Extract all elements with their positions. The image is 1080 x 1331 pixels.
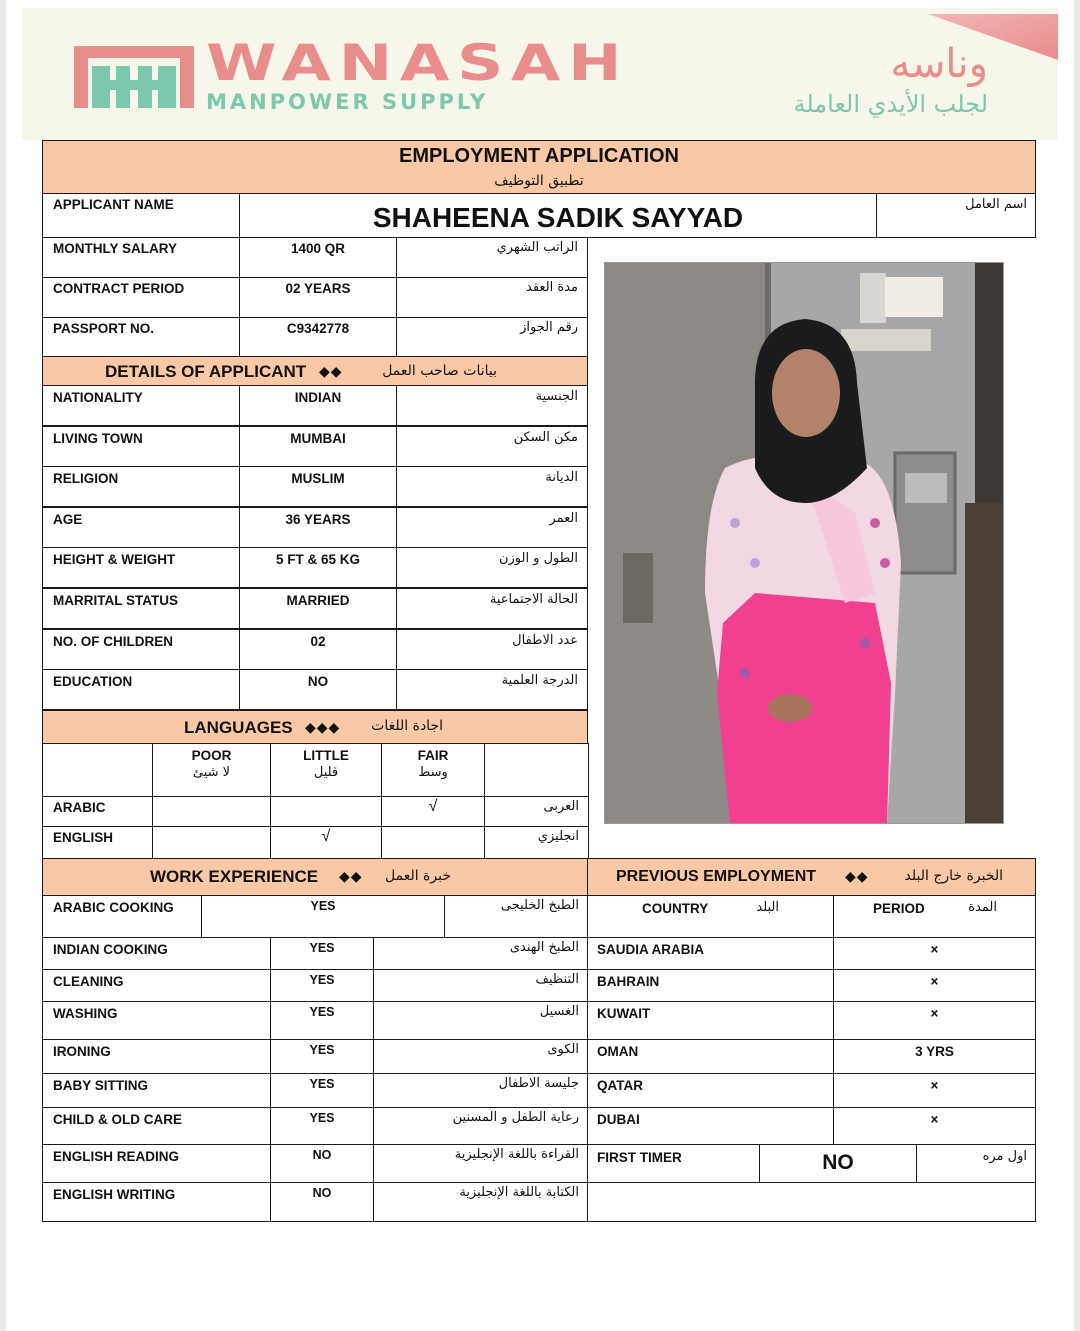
languages-section-title-arabic: اجادة اللغات	[371, 718, 443, 734]
language-level-label: POOR	[191, 748, 232, 763]
skill-value-cell	[270, 1073, 374, 1108]
previous-employment-section-header	[587, 858, 1036, 896]
applicant-photo	[604, 262, 1004, 824]
language-row-cell	[152, 796, 271, 827]
language-level-label-arabic: لا شيئ	[192, 765, 231, 780]
country-name: KUWAIT	[597, 1006, 651, 1021]
skill-label-arabic: الطبخ الهندى	[509, 940, 579, 955]
languages-section-header	[42, 710, 588, 744]
field-value-cell	[239, 507, 397, 548]
skill-arabic-cell	[373, 1182, 589, 1222]
period-value: 3 YRS	[915, 1044, 954, 1059]
language-row-cell	[381, 796, 485, 827]
first-timer-value-cell	[759, 1144, 917, 1183]
language-header-cell	[270, 743, 382, 797]
skill-value-cell	[201, 895, 445, 938]
skill-label-cell	[42, 895, 202, 938]
field-label-cell	[42, 547, 240, 588]
field-value: MUMBAI	[290, 430, 346, 446]
field-label-arabic: رقم الجواز	[520, 320, 578, 335]
skill-label-arabic: رعاية الطفل و المسنين	[452, 1110, 579, 1125]
period-header-cell	[833, 895, 1036, 938]
language-row-cell	[270, 826, 382, 859]
skill-label: IRONING	[53, 1044, 111, 1059]
skill-value: YES	[309, 1111, 335, 1125]
field-label-arabic: العمر	[549, 510, 578, 526]
form-title: EMPLOYMENT APPLICATION	[399, 145, 679, 167]
country-cell	[587, 969, 834, 1002]
field-label: AGE	[53, 511, 83, 527]
skill-label-arabic: جليسة الاطفال	[498, 1076, 579, 1091]
field-value-cell	[239, 317, 397, 357]
period-cell	[833, 1039, 1036, 1074]
skill-arabic-cell	[373, 937, 589, 970]
field-arabic-cell	[396, 277, 588, 318]
language-row-cell	[152, 826, 271, 859]
field-label-cell	[42, 466, 240, 507]
skill-label-cell	[42, 1182, 271, 1222]
period-value: ×	[930, 1112, 939, 1127]
field-label-arabic: الديانة	[545, 470, 578, 486]
language-row-cell	[484, 826, 589, 859]
field-label-arabic: الطول و الوزن	[498, 551, 578, 567]
diamond-icon: ◆◆◆	[305, 719, 341, 735]
country-name: DUBAI	[597, 1112, 640, 1127]
skill-arabic-cell	[373, 1039, 589, 1074]
field-arabic-cell	[396, 426, 588, 467]
language-name: ENGLISH	[53, 830, 114, 845]
country-name: SAUDIA ARABIA	[597, 942, 704, 957]
period-value: ×	[930, 974, 939, 989]
skill-value-cell	[270, 969, 374, 1002]
period-header-arabic: المدة	[968, 900, 997, 915]
skill-label-cell	[42, 937, 271, 970]
skill-label: CLEANING	[53, 974, 124, 989]
field-label: MONTHLY SALARY	[53, 241, 178, 256]
skill-label: ARABIC COOKING	[53, 900, 174, 915]
country-cell	[587, 1073, 834, 1108]
previous-employment-section-title-arabic: الخبرة خارج البلد	[904, 868, 1003, 884]
field-value: C9342778	[286, 321, 350, 336]
skill-label-arabic: الكتابة باللغة الإنجليزية	[459, 1185, 579, 1200]
form-title-arabic: تطبيق التوظيف	[494, 173, 584, 189]
country-header-cell	[587, 895, 834, 938]
field-label-cell	[42, 669, 240, 710]
skill-arabic-cell	[373, 1001, 589, 1040]
languages-section-title: LANGUAGES	[184, 718, 293, 737]
field-arabic-cell	[396, 629, 588, 670]
skill-value-cell	[270, 1107, 374, 1145]
field-arabic-cell	[396, 588, 588, 629]
diamond-icon: ◆◆	[319, 363, 343, 379]
field-arabic-cell	[396, 507, 588, 548]
applicant-name: SHAHEENA SADIK SAYYAD	[372, 202, 744, 233]
language-row-cell	[270, 796, 382, 827]
language-header-cell	[484, 743, 589, 797]
field-value-cell	[239, 629, 397, 670]
details-section-header	[42, 356, 588, 386]
language-level-label-arabic: قليل	[313, 765, 339, 780]
skill-value-cell	[270, 1182, 374, 1222]
field-value: 02	[310, 633, 326, 649]
period-value: ×	[930, 1078, 939, 1093]
language-header-cell	[42, 743, 153, 797]
period-cell	[833, 1107, 1036, 1145]
field-value-cell	[239, 466, 397, 507]
applicant-name-label-arabic: اسم العامل	[965, 197, 1027, 212]
skill-arabic-cell	[373, 1073, 589, 1108]
field-arabic-cell	[396, 547, 588, 588]
period-cell	[833, 937, 1036, 970]
field-label-cell	[42, 507, 240, 548]
skill-label: WASHING	[53, 1006, 118, 1021]
brand-name-arabic: وناسه	[890, 41, 988, 87]
skill-value: YES	[309, 973, 335, 987]
field-label: RELIGION	[53, 471, 119, 487]
field-label: NO. OF CHILDREN	[53, 633, 173, 649]
country-cell	[587, 1107, 834, 1145]
skill-label-arabic: الغسيل	[539, 1004, 579, 1019]
language-header-cell	[152, 743, 271, 797]
field-value: 36 YEARS	[285, 511, 351, 527]
applicant-name-arabic-cell	[876, 193, 1036, 238]
field-label-arabic: الدرجة العلمية	[501, 673, 578, 689]
country-name: BAHRAIN	[597, 974, 660, 989]
field-arabic-cell	[396, 466, 588, 507]
skill-arabic-cell	[373, 1144, 589, 1183]
first-timer-arabic-cell	[916, 1144, 1036, 1183]
field-arabic-cell	[396, 669, 588, 710]
field-value-cell	[239, 385, 397, 426]
skill-label-arabic: الكوى	[547, 1042, 579, 1057]
field-value: 02 YEARS	[285, 281, 351, 296]
field-label-arabic: مكن السكن	[513, 429, 578, 445]
period-cell	[833, 1001, 1036, 1040]
skill-value-cell	[270, 1001, 374, 1040]
field-value-cell	[239, 669, 397, 710]
field-arabic-cell	[396, 385, 588, 426]
skill-value-cell	[270, 1039, 374, 1074]
letterhead	[22, 8, 1058, 140]
field-value: INDIAN	[294, 390, 342, 405]
skill-arabic-cell	[444, 895, 589, 938]
country-cell	[587, 1001, 834, 1040]
skill-value-cell	[270, 937, 374, 970]
language-name: ARABIC	[53, 800, 106, 815]
language-level-label-arabic: وسط	[418, 765, 448, 780]
brand-subtitle: MANPOWER SUPPLY	[206, 90, 489, 114]
field-value: MUSLIM	[291, 471, 345, 487]
blank-cell	[587, 1182, 1036, 1222]
skill-label-cell	[42, 1107, 271, 1145]
check-mark-icon: √	[428, 798, 438, 815]
skill-value: NO	[312, 1148, 332, 1162]
skill-label-cell	[42, 969, 271, 1002]
first-timer-label-cell	[587, 1144, 760, 1183]
field-value-cell	[239, 547, 397, 588]
field-label: MARRITAL STATUS	[53, 593, 178, 608]
field-label-arabic: الحالة الاجتماعية	[489, 592, 578, 607]
period-cell	[833, 1073, 1036, 1108]
country-name: OMAN	[597, 1044, 639, 1059]
details-section-title-arabic: بيانات صاحب العمل	[382, 363, 497, 379]
field-label-cell	[42, 426, 240, 467]
period-value: ×	[930, 942, 939, 957]
country-name: QATAR	[597, 1078, 643, 1093]
field-value: 1400 QR	[290, 241, 346, 256]
skill-value: YES	[309, 1005, 335, 1019]
field-label: HEIGHT & WEIGHT	[53, 552, 176, 568]
logo-mark-icon	[74, 46, 194, 108]
country-header: COUNTRY	[642, 901, 709, 916]
language-row-cell	[42, 796, 153, 827]
first-timer-value: NO	[822, 1151, 854, 1174]
field-label-cell	[42, 237, 240, 278]
check-mark-icon: √	[321, 828, 331, 845]
skill-label-cell	[42, 1144, 271, 1183]
first-timer-label: FIRST TIMER	[597, 1150, 682, 1165]
field-value-cell	[239, 237, 397, 278]
skill-label: INDIAN COOKING	[53, 942, 168, 957]
work-experience-section-title: WORK EXPERIENCE	[150, 867, 319, 886]
skill-label-cell	[42, 1001, 271, 1040]
skill-value: YES	[309, 941, 335, 955]
field-label-arabic: الراتب الشهري	[496, 240, 578, 255]
language-level-label: FAIR	[417, 748, 449, 763]
skill-label: CHILD & OLD CARE	[53, 1112, 182, 1127]
skill-label-cell	[42, 1039, 271, 1074]
period-value: ×	[930, 1006, 939, 1021]
skill-value: YES	[309, 1077, 335, 1091]
field-value: 5 FT & 65 KG	[275, 552, 361, 568]
previous-employment-section-title: PREVIOUS EMPLOYMENT	[616, 868, 817, 885]
skill-label-arabic: التنظيف	[535, 972, 579, 987]
language-level-label: LITTLE	[303, 748, 349, 763]
field-label-arabic: عدد الاطفال	[512, 632, 578, 648]
field-label: CONTRACT PERIOD	[53, 281, 185, 296]
skill-label: ENGLISH READING	[53, 1149, 180, 1164]
period-cell	[833, 969, 1036, 1002]
field-value-cell	[239, 277, 397, 318]
skill-label-arabic: الطبخ الخليجى	[500, 898, 579, 913]
skill-label-arabic: القراءة باللغة الإنجليزية	[454, 1147, 579, 1162]
field-label-arabic: مدة العقد	[526, 280, 578, 295]
work-experience-section-header	[42, 858, 588, 896]
field-value-cell	[239, 588, 397, 629]
applicant-name-cell	[239, 193, 877, 238]
applicant-name-label-cell	[42, 193, 240, 238]
brand-subtitle-arabic: لجلب الأيدي العاملة	[793, 90, 988, 118]
language-row-cell	[381, 826, 485, 859]
country-header-arabic: البلد	[756, 900, 779, 915]
skill-value: NO	[312, 1186, 332, 1200]
field-value: NO	[307, 674, 329, 690]
period-header: PERIOD	[873, 901, 925, 916]
skill-label: BABY SITTING	[53, 1078, 149, 1093]
field-arabic-cell	[396, 317, 588, 357]
skill-label-cell	[42, 1073, 271, 1108]
country-cell	[587, 937, 834, 970]
work-experience-section-title-arabic: خبرة العمل	[385, 868, 451, 884]
first-timer-label-arabic: اول مره	[982, 1149, 1027, 1164]
field-arabic-cell	[396, 237, 588, 278]
skill-value: YES	[310, 899, 336, 913]
language-name-arabic: انجليزي	[537, 829, 579, 844]
field-value: MARRIED	[286, 593, 350, 608]
field-label-cell	[42, 317, 240, 357]
language-row-cell	[42, 826, 153, 859]
language-header-cell	[381, 743, 485, 797]
field-value-cell	[239, 426, 397, 467]
field-label: NATIONALITY	[53, 390, 143, 405]
field-label-arabic: الجنسية	[535, 389, 578, 404]
diamond-icon: ◆◆	[845, 868, 869, 884]
skill-value-cell	[270, 1144, 374, 1183]
skill-arabic-cell	[373, 969, 589, 1002]
skill-arabic-cell	[373, 1107, 589, 1145]
language-name-arabic: العربى	[543, 799, 579, 814]
applicant-name-label: APPLICANT NAME	[53, 197, 174, 212]
field-label-cell	[42, 588, 240, 629]
skill-value: YES	[309, 1043, 335, 1057]
diamond-icon: ◆◆	[339, 868, 363, 884]
field-label: PASSPORT NO.	[53, 321, 155, 336]
details-section-title: DETAILS OF APPLICANT	[105, 362, 307, 381]
field-label-cell	[42, 277, 240, 318]
field-label: EDUCATION	[53, 674, 133, 690]
field-label-cell	[42, 629, 240, 670]
brand-name: WANASAH	[206, 34, 630, 92]
country-cell	[587, 1039, 834, 1074]
field-label-cell	[42, 385, 240, 426]
field-label: LIVING TOWN	[53, 430, 143, 446]
language-row-cell	[484, 796, 589, 827]
form-title-bar	[42, 140, 1036, 194]
skill-label: ENGLISH WRITING	[53, 1187, 176, 1202]
